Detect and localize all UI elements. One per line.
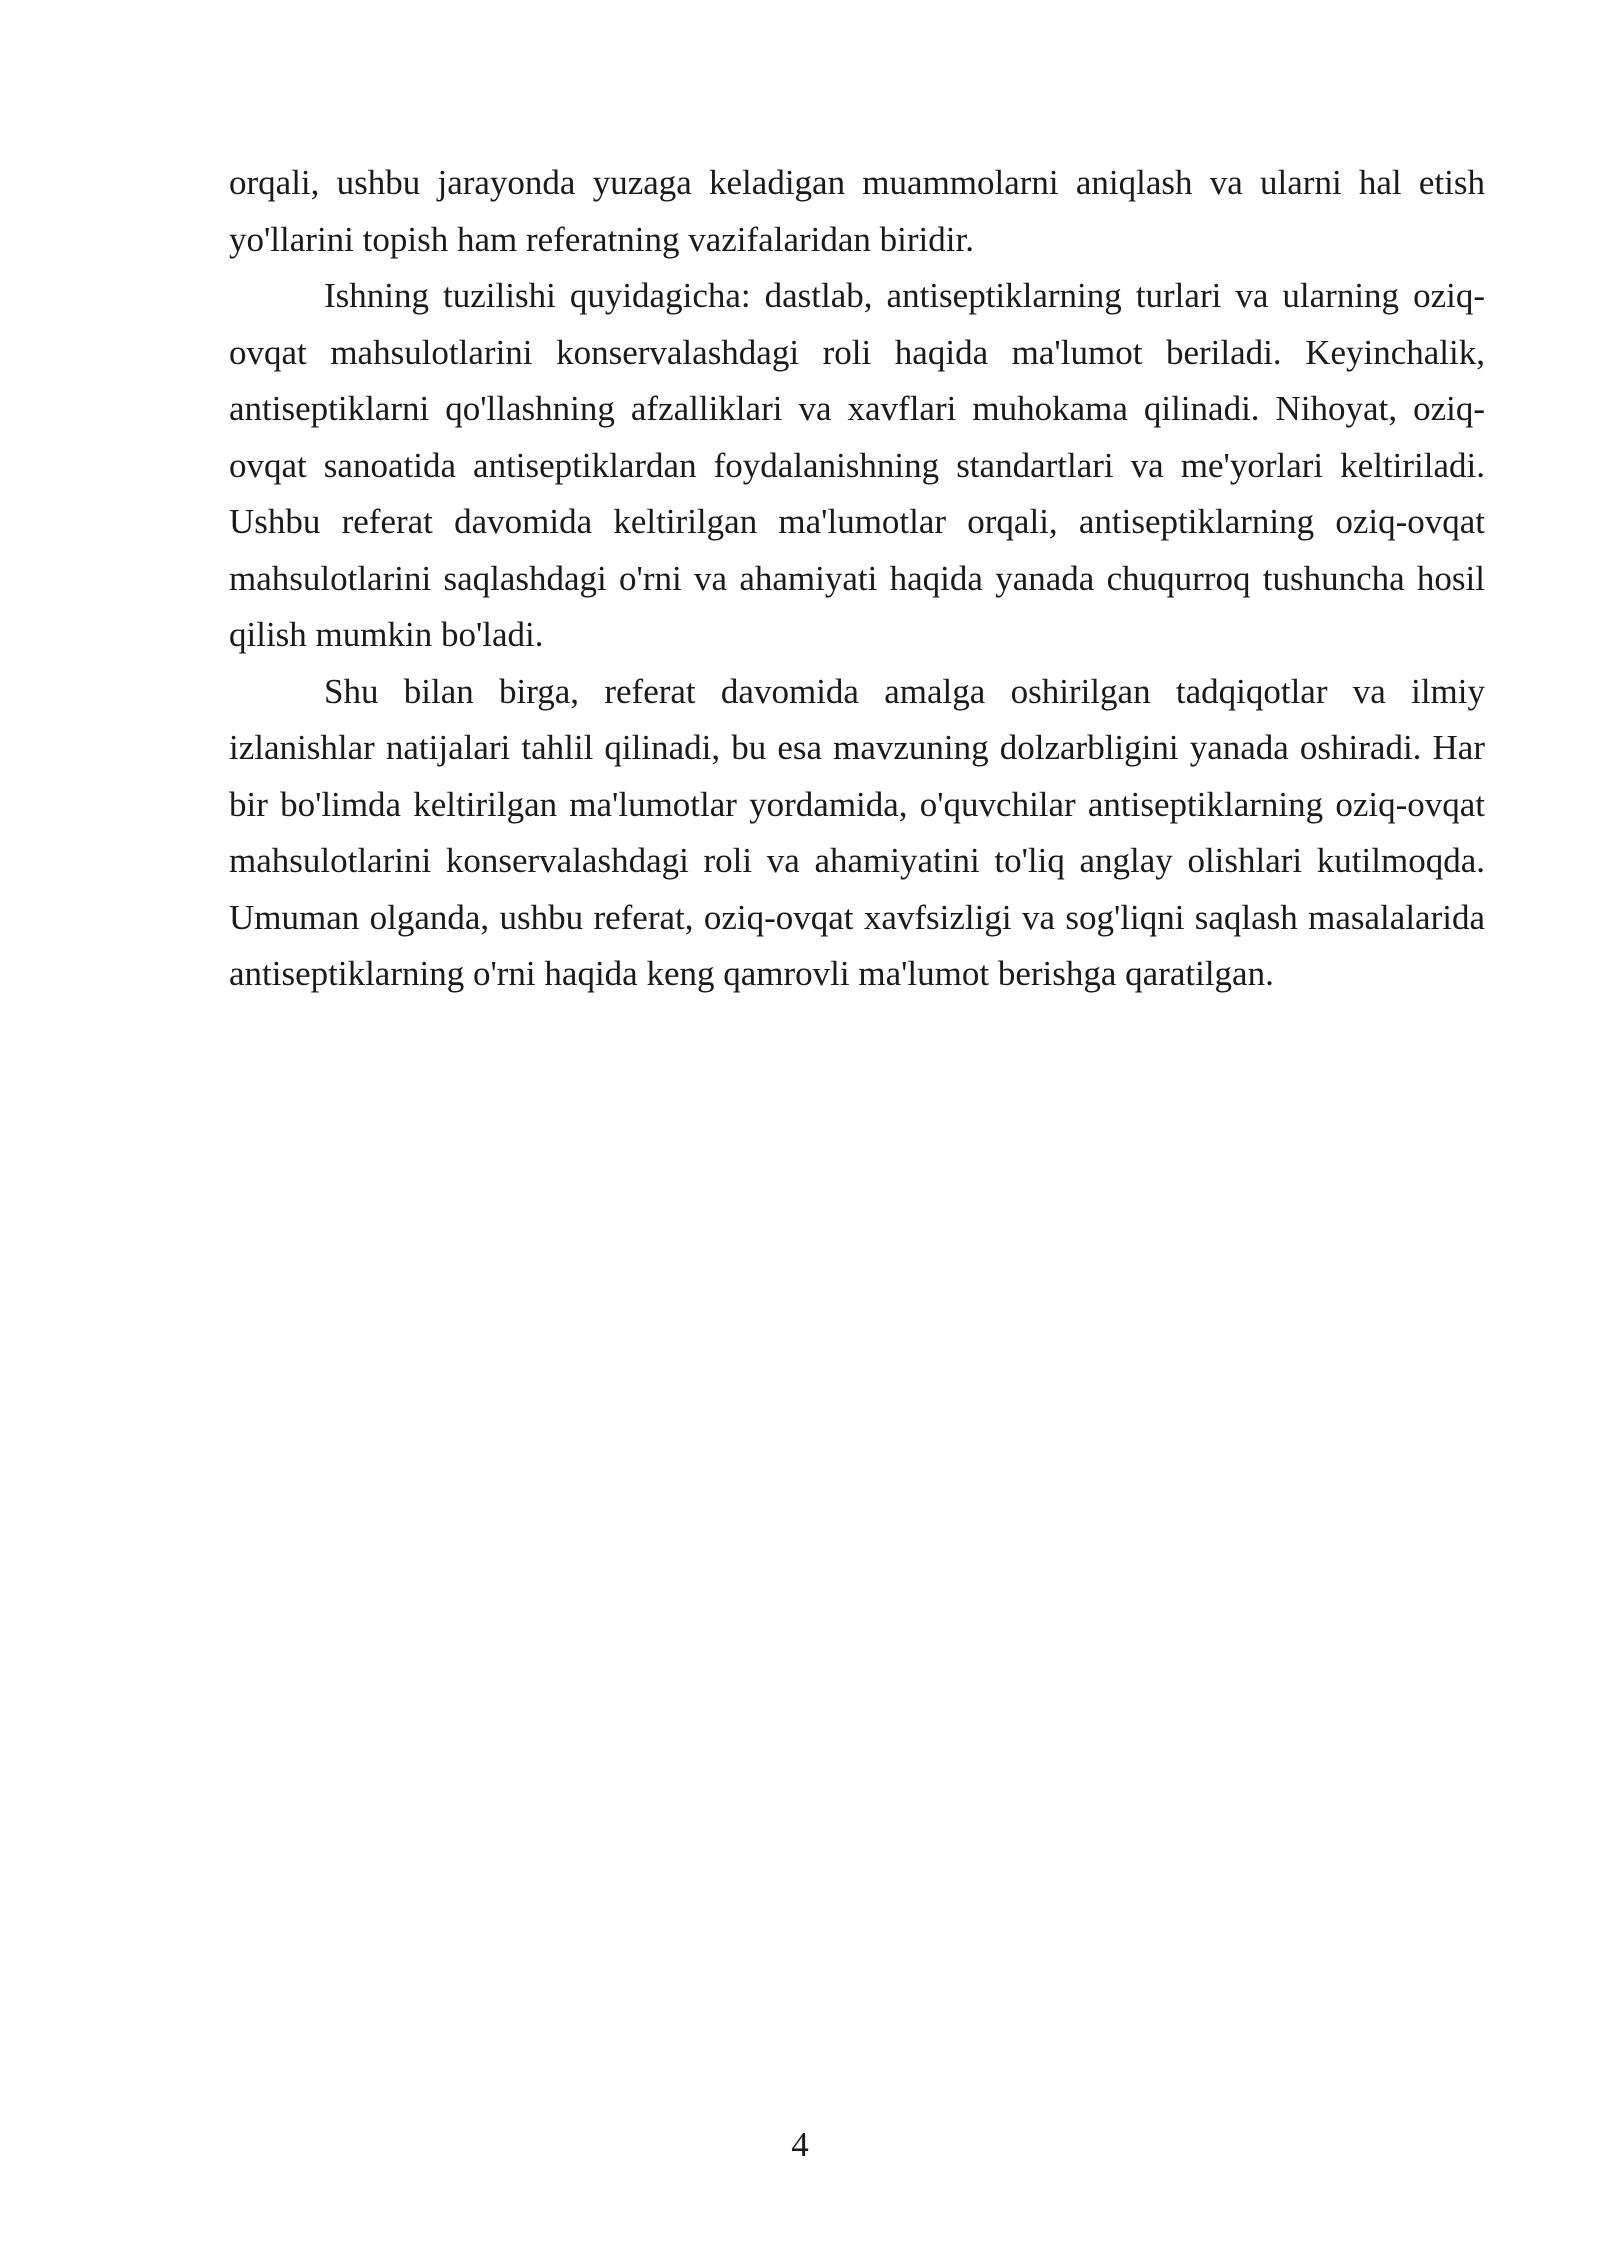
- paragraph-research-summary: Shu bilan birga, referat davomida amalga oshirilgan tadqiqotlar va ilmiy izlanishlar natijalari tahlil qilinadi, bu esa mavzuning dolzarbligini yanada oshiradi. Har bir bo'limda keltirilgan ma'lumotlar yordamida, o'quvchilar antiseptiklarning oziq-ovqat mahsulotlarini konservalashdagi roli va ahamiyatini to'liq anglay olishlari kutilmoqda. Umuman olganda, ushbu referat, oziq-ovqat xavfsizligi va sog'liqni saqlash masalalarida antiseptiklarning o'rni haqida keng qamrovli ma'lumot berishga qaratilgan.: [229, 671, 1485, 993]
- page-number: 4: [791, 2125, 809, 2164]
- page-body: [229, 155, 1485, 1003]
- paragraph-work-structure: Ishning tuzilishi quyidagicha: dastlab, antiseptiklarning turlari va ularning oziq-ovqat mahsulotlarini konservalashdagi roli haqida ma'lumot beriladi. Keyinchalik, antiseptiklarni qo'llashning afzalliklari va xavflari muhokama qilinadi. Nihoyat, oziq-ovqat sanoatida antiseptiklardan foydalanishning standartlari va me'yorlari keltiriladi. Ushbu referat davomida keltirilgan ma'lumotlar orqali, antiseptiklarning oziq-ovqat mahsulotlarini saqlashdagi o'rni va ahamiyati haqida yanada chuqurroq tushuncha hosil qilish mumkin bo'ladi.: [229, 276, 1485, 654]
- paragraph-continuation: orqali, ushbu jarayonda yuzaga keladigan muammolarni aniqlash va ularni hal etish yo'llarini topish ham referatning vazifalaridan biridir.: [229, 163, 1485, 259]
